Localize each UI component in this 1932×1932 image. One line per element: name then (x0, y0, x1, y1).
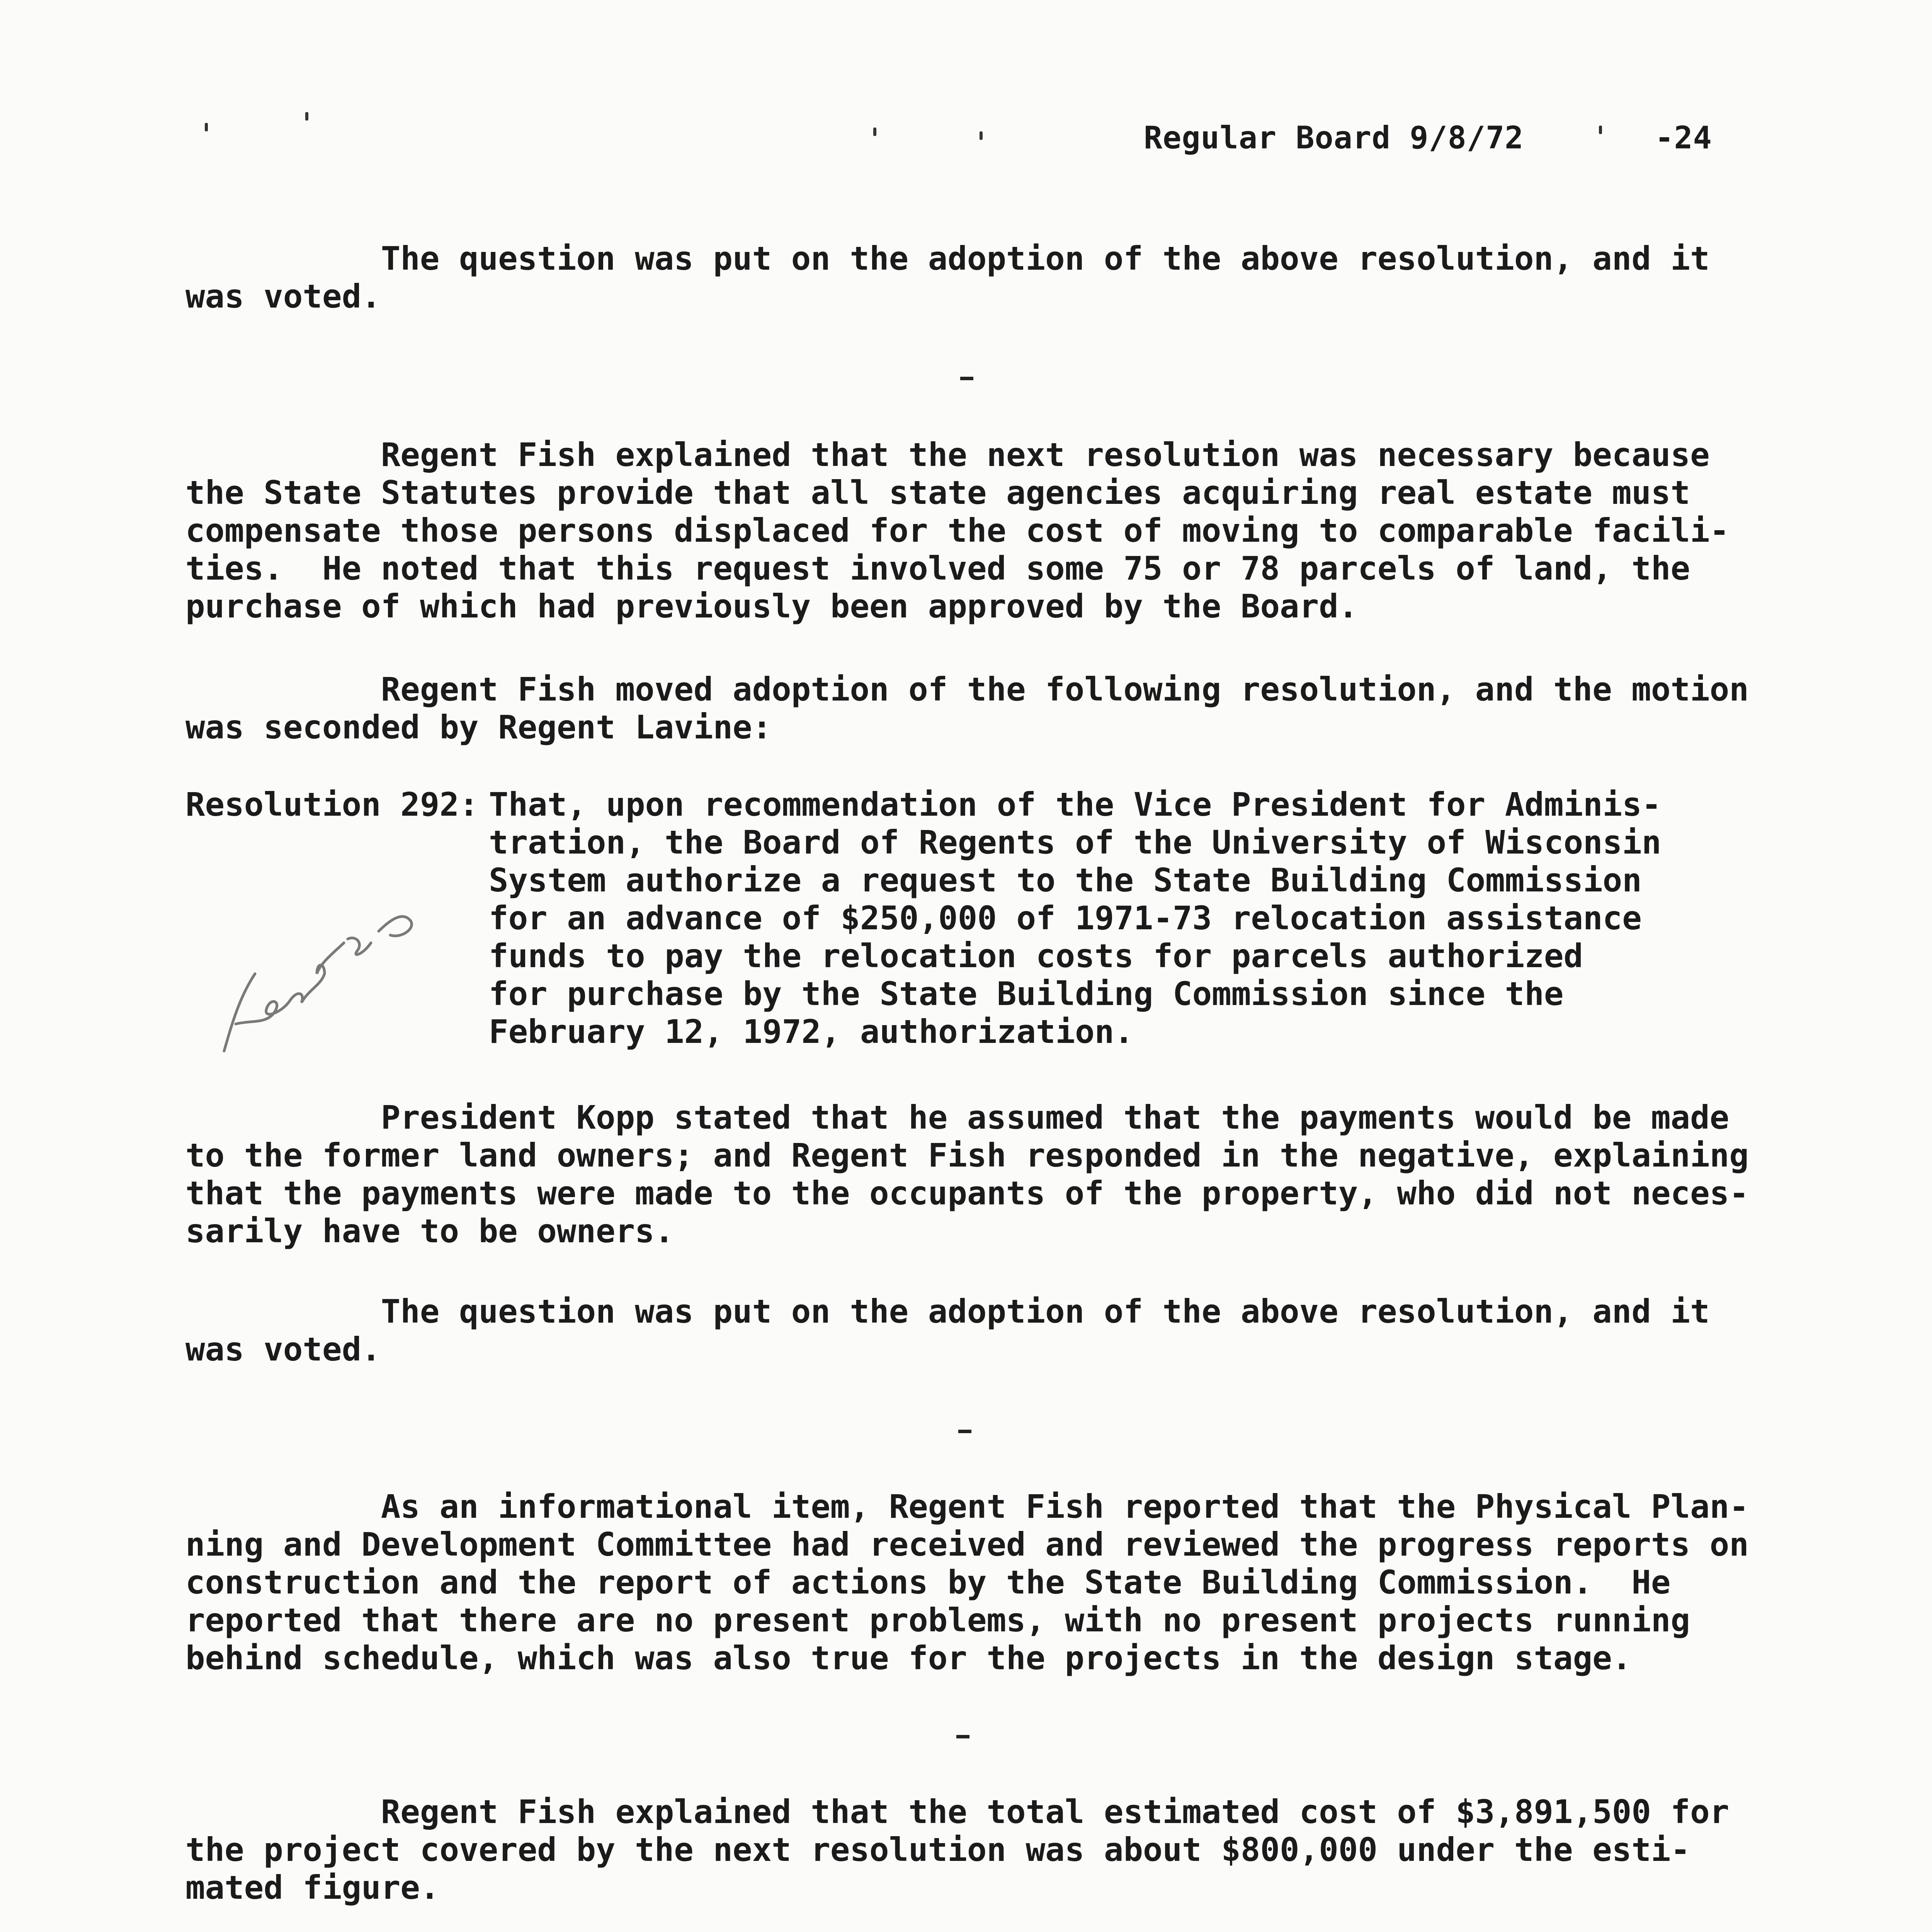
resolution-label: Resolution 292: (185, 786, 479, 823)
paragraph-kopp-question: President Kopp stated that he assumed that the payments would be made to the former land owners; and Regent Fish responded in the negative, explaining that the payments were made to the occupants of the property, who did not neces- sarily have to be owners. (185, 1099, 1749, 1250)
paragraph-informational-item: As an informational item, Regent Fish reported that the Physical Plan- ning and Development Committee had received and reviewed the progress reports on construction and the report of actions by the State Building Commission. He reported that there are no present problems, with no present projects running behind schedule, which was also true for the projects in the design stage. (185, 1488, 1749, 1677)
scan-speck (980, 131, 983, 140)
section-divider (956, 1735, 969, 1738)
scan-speck (873, 128, 876, 136)
paragraph-motion: Regent Fish moved adoption of the following resolution, and the motion was seconded by Regent Lavine: (185, 670, 1749, 746)
header-title: Regular Board 9/8/72 (1144, 120, 1524, 156)
resolution-text: That, upon recommendation of the Vice President for Adminis- tration, the Board of Regents of the University of Wisconsin System authorize a request to the State Building Commission for an advance of $250,000 of 1971-73 relocation assistance funds to pay the relocation costs for parcels authorized for purchase by the State Building Commission since the February 12, 1972, authorization. (489, 786, 1662, 1051)
paragraph-vote-1: The question was put on the adoption of the above resolution, and it was voted. (185, 240, 1710, 315)
header-page-number: -24 (1655, 120, 1712, 156)
scan-speck (205, 123, 208, 131)
page-header (1144, 120, 1712, 156)
paragraph-vote-2: The question was put on the adoption of the above resolution, and it was voted. (185, 1293, 1710, 1368)
section-divider (958, 1430, 971, 1433)
section-divider (960, 377, 973, 380)
paragraph-cost-explanation: Regent Fish explained that the total estimated cost of $3,891,500 for the project covered by the next resolution was about $800,000 under the esti- mated figure. (185, 1793, 1730, 1906)
scan-speck (305, 112, 308, 121)
handwritten-annotation (209, 896, 440, 1059)
paragraph-relocation-explanation: Regent Fish explained that the next resolution was necessary because the State Statutes provide that all state agencies acquiring real estate must compensate those persons displaced for the cost of moving to comparable facili- ties. He noted that this request involved some 75 or 78 parcels of land, the purchase of which had previously been approved by the Board. (185, 436, 1730, 625)
